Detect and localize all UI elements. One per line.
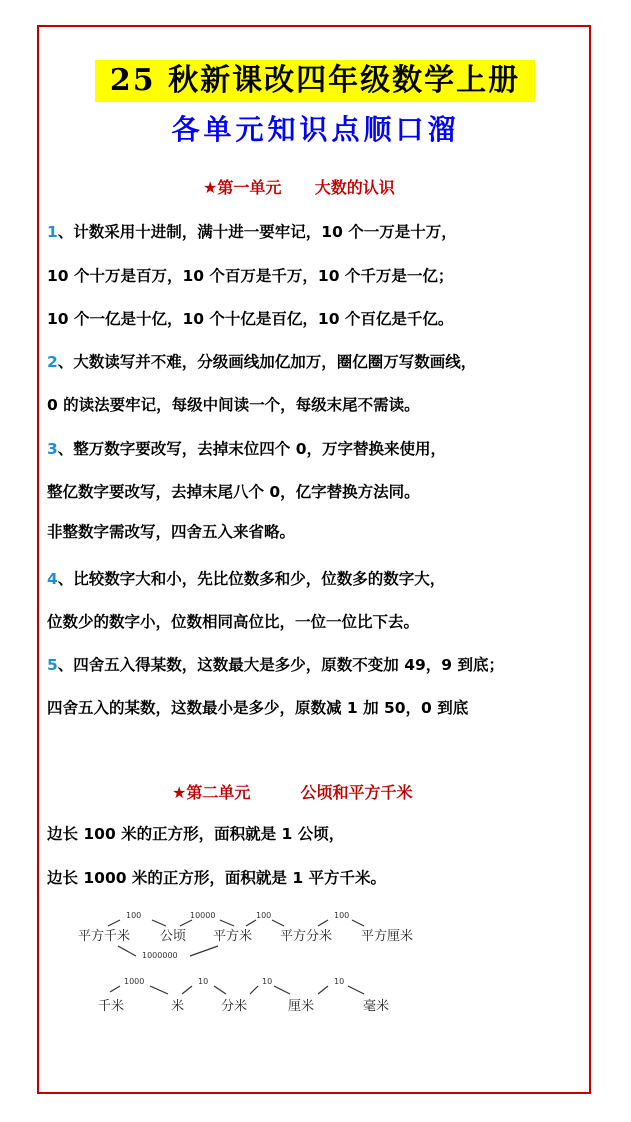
unit1-line <box>47 220 457 242</box>
unit2-heading: ★第二单元 公顷和平方千米 <box>172 783 413 802</box>
line-text: 非整数字需改写，四舍五入来省略。 <box>47 523 296 541</box>
area-unit-label: 平方千米 <box>78 929 131 944</box>
area-rate-label: 100 <box>126 911 142 920</box>
unit1-line <box>47 437 446 459</box>
line-text: 整亿数字要改写，去掉末尾八个 0，亿字替换方法同。 <box>47 483 420 501</box>
line-text: 、计数采用十进制，满十进一要牢记，10 个一万是十万， <box>57 223 457 241</box>
item-number: 1 <box>47 223 58 241</box>
line-text: 10 个一亿是十亿，10 个十亿是百亿，10 个百亿是千亿。 <box>47 310 454 328</box>
length-unit-label: 千米 <box>98 999 125 1014</box>
item-number: 5 <box>47 656 58 674</box>
unit1-line <box>47 393 420 415</box>
unit1-line <box>47 480 420 502</box>
line-text: 、大数读写并不难，分级画线加亿加万，圈亿圈万写数画线， <box>57 353 477 371</box>
area-unit-label: 平方米 <box>213 929 253 944</box>
page-subtitle: 各单元知识点顺口溜 <box>171 113 460 146</box>
line-text: 、比较数字大和小，先比位数多和少，位数多的数字大， <box>57 570 446 588</box>
unit2-line: 边长 100 米的正方形，面积就是 1 公顷， <box>47 825 345 843</box>
item-number: 4 <box>47 570 58 588</box>
unit1-line <box>47 567 445 589</box>
unit-conversion-diagram <box>68 900 448 1040</box>
unit1-line <box>47 653 504 675</box>
area-rate-label: 100 <box>256 911 272 920</box>
area-rate-label: 100 <box>334 911 350 920</box>
line-text: 0 的读法要牢记，每级中间读一个，每级末尾不需读。 <box>47 396 420 414</box>
unit1-line <box>47 264 453 286</box>
area-unit-label: 平方分米 <box>280 929 333 944</box>
unit1-heading: ★第一单元 大数的认识 <box>203 178 395 197</box>
line-text: 、整万数字要改写，去掉末位四个 0，万字替换来使用， <box>57 440 446 458</box>
length-unit-label: 分米 <box>221 999 248 1014</box>
length-unit-label: 厘米 <box>288 999 315 1014</box>
unit1-line <box>47 520 295 542</box>
area-unit-label: 公顷 <box>160 929 187 944</box>
line-text: 10 个十万是百万，10 个百万是千万，10 个千万是一亿； <box>47 267 454 285</box>
length-rate-label: 10 <box>198 977 209 986</box>
length-rate-label: 10 <box>262 977 273 986</box>
unit1-line <box>47 307 453 329</box>
unit1-line <box>47 696 468 718</box>
area-unit-label: 平方厘米 <box>361 929 414 944</box>
length-rate-label: 1000 <box>124 977 145 986</box>
length-rate-label: 10 <box>334 977 345 986</box>
length-unit-label: 毫米 <box>363 999 390 1014</box>
item-number: 2 <box>47 353 58 371</box>
item-number: 3 <box>47 440 58 458</box>
line-text: 位数少的数字小，位数相同高位比，一位一位比下去。 <box>47 613 420 631</box>
page-title: 25 秋新课改四年级数学上册 <box>95 60 535 102</box>
line-text: 、四舍五入得某数，这数最大是多少，原数不变加 49，9 到底； <box>57 656 504 674</box>
length-unit-label: 米 <box>171 999 185 1014</box>
unit2-line: 边长 1000 米的正方形，面积就是 1 平方千米。 <box>47 869 387 887</box>
area-rate-label: 1000000 <box>142 951 178 960</box>
area-rate-label: 10000 <box>190 911 216 920</box>
line-text: 四舍五入的某数，这数最小是多少，原数减 1 加 50，0 到底 <box>47 699 469 717</box>
unit1-line <box>47 610 419 632</box>
unit1-line <box>47 350 476 372</box>
